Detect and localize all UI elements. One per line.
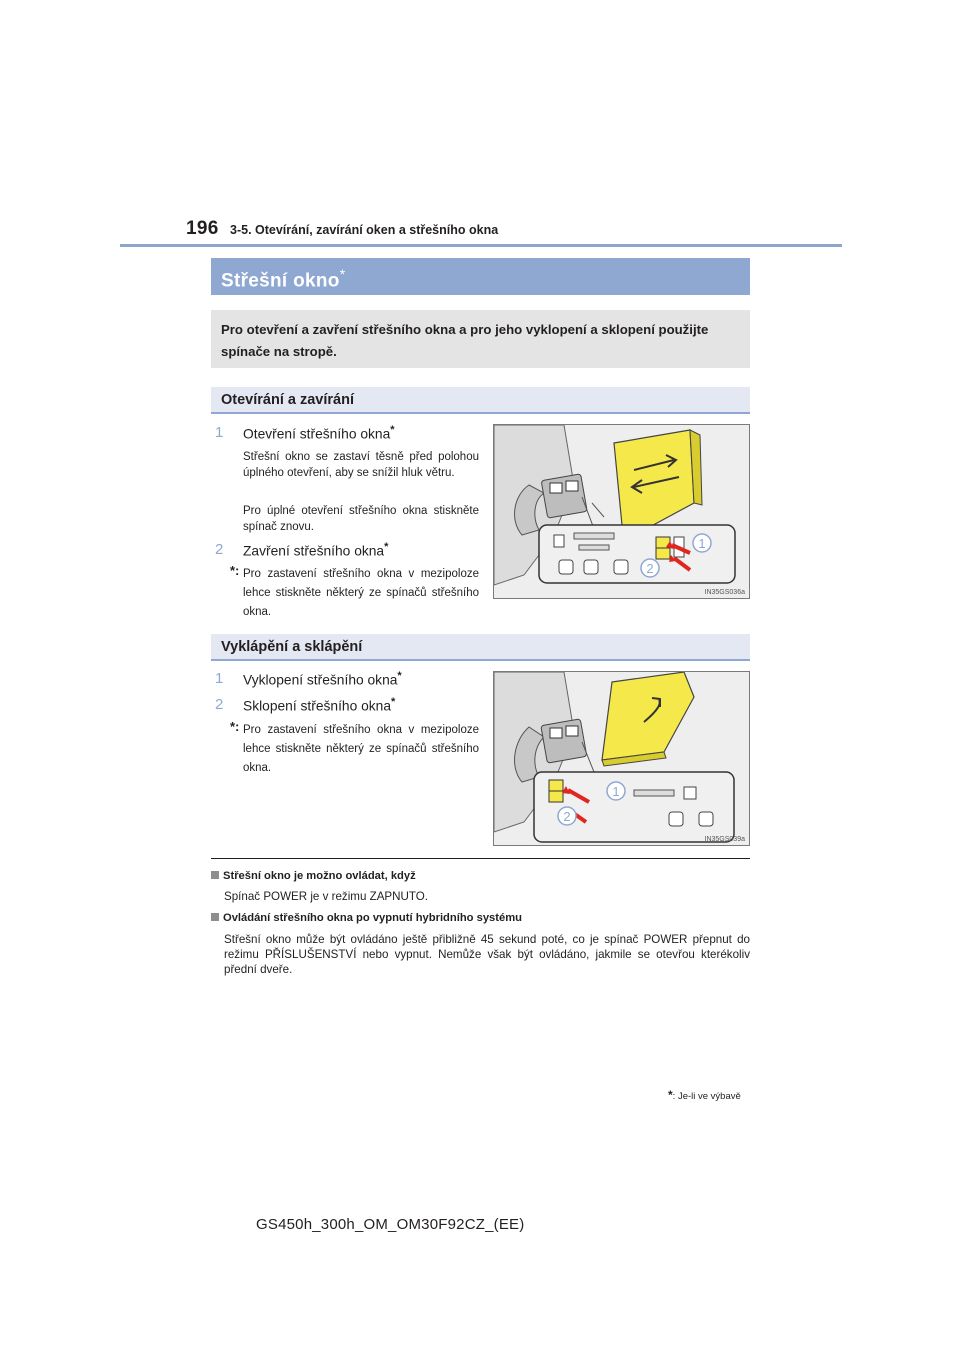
figure-code: IN35GS039a xyxy=(704,836,745,843)
note-text: Pro zastavení střešního okna v mezipoloze lehce stiskněte některý ze spínačů střešního okna. xyxy=(243,568,479,618)
item-marker: * xyxy=(390,424,395,436)
item-title-text: Sklopení střešního okna xyxy=(243,698,392,714)
note-marker: *: xyxy=(230,719,240,734)
illustration-open-close xyxy=(494,425,750,599)
note-text: Pro zastavení střešního okna v mezipoloze lehce stiskněte některý ze spínačů střešního okna. xyxy=(243,724,479,774)
document-footer-code: GS450h_300h_OM_OM30F92CZ_(EE) xyxy=(256,1216,525,1233)
section-heading-tilt xyxy=(211,634,750,661)
footnote xyxy=(668,1088,741,1102)
figure-code: IN35GS036a xyxy=(704,589,745,596)
item-title-text: Otevření střešního okna xyxy=(243,426,391,442)
page-title-text: Střešní okno xyxy=(221,270,340,292)
figure-callout-1: 1 xyxy=(698,536,706,551)
figure-callout-2: 2 xyxy=(646,561,654,576)
section-heading-text: Otevírání a zavírání xyxy=(221,392,354,408)
item-description: Pro úplné otevření střešního okna stiskněte spínač znovu. xyxy=(243,505,479,533)
footnote-star: * xyxy=(668,1088,673,1102)
figure-callout-1: 1 xyxy=(612,784,620,799)
item-marker: * xyxy=(384,541,389,553)
header-divider xyxy=(120,244,842,247)
item-title-tilt-down xyxy=(243,696,395,714)
bullet-square-icon xyxy=(211,871,219,879)
bullet-body: Spínač POWER je v režimu ZAPNUTO. xyxy=(224,890,429,903)
figure-callout-2: 2 xyxy=(563,809,571,824)
note-marker: *: xyxy=(230,563,240,578)
figure-open-close xyxy=(493,424,750,599)
item-description: Střešní okno se zastaví těsně před polohou úplného otevření, aby se snížil hluk větru. xyxy=(243,451,479,479)
figure-tilt xyxy=(493,671,750,846)
item-number: 2 xyxy=(215,696,224,713)
item-marker: * xyxy=(397,670,402,682)
item-number: 2 xyxy=(215,541,224,558)
item-title-open xyxy=(243,424,395,442)
intro-text: Pro otevření a zavření střešního okna a pro jeho vyklopení a sklopení použijte spínače na stropě. xyxy=(221,322,709,359)
item-number: 1 xyxy=(215,424,224,441)
bullet-heading-text: Ovládání střešního okna po vypnutí hybridního systému xyxy=(223,912,523,924)
item-title-tilt-up xyxy=(243,670,402,688)
item-title-close xyxy=(243,541,388,559)
chapter-title: 3-5. Otevírání, zavírání oken a střešního okna xyxy=(230,223,499,237)
notes-divider xyxy=(211,858,750,859)
item-number: 1 xyxy=(215,670,224,687)
item-title-text: Vyklopení střešního okna xyxy=(243,672,398,688)
page-number: 196 xyxy=(186,218,219,239)
illustration-tilt xyxy=(494,672,750,846)
page-title xyxy=(221,266,345,292)
section-title-bar xyxy=(211,258,750,295)
intro-box xyxy=(211,310,750,368)
bullet-body: Střešní okno může být ovládáno ještě přibližně 45 sekund poté, co je spínač POWER přepnut do režimu PŘÍSLUŠENSTVÍ nebo vypnut. Nemůže však být ovládáno, jakmile se otevřou kterékoliv přední dveře. xyxy=(224,933,750,976)
item-marker: * xyxy=(391,696,396,708)
bullet-heading xyxy=(211,870,416,882)
item-title-text: Zavření střešního okna xyxy=(243,543,385,559)
bullet-square-icon xyxy=(211,913,219,921)
bullet-heading xyxy=(211,912,522,924)
section-heading-open-close xyxy=(211,387,750,414)
title-marker: * xyxy=(339,266,346,282)
bullet-heading-text: Střešní okno je možno ovládat, když xyxy=(223,870,416,882)
footnote-text: : Je-li ve výbavě xyxy=(672,1091,741,1102)
section-heading-text: Vyklápění a sklápění xyxy=(221,639,363,655)
